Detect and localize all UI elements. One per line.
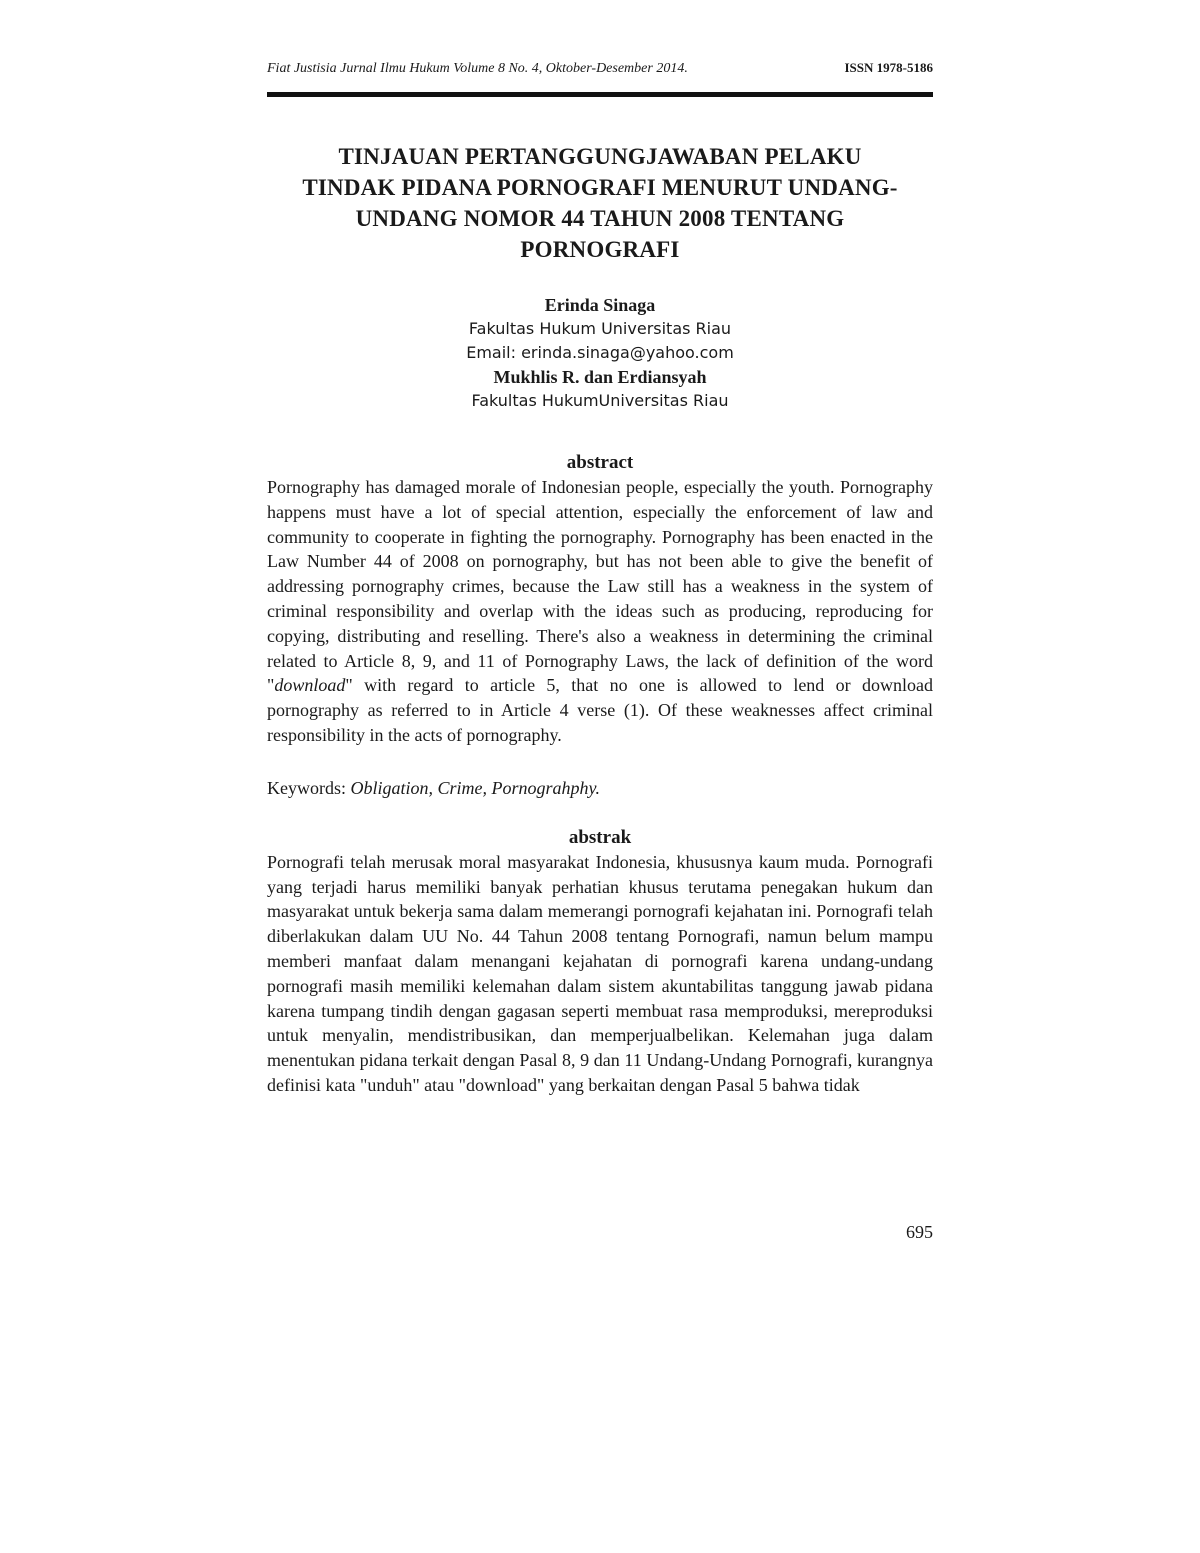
header-rule [267,92,933,97]
author-name: Mukhlis R. dan Erdiansyah [493,367,707,387]
author-affiliation: Fakultas Hukum Universitas Riau [468,319,732,338]
issn-label: ISSN 1978-5186 [844,60,933,75]
author-name: Erinda Sinaga [544,295,656,315]
keywords-values: Obligation, Crime, Pornograhphy. [350,777,601,798]
abstract-heading: abstract [566,452,634,473]
paper-title [267,141,933,265]
keywords-label: Keywords: [267,777,351,798]
abstrak-heading: abstrak [568,826,632,848]
abstract-text: Pornography has damaged morale of Indonesian people, especially the youth. Pornography happens must have a lot of special attention, especially the enforcement of law and community to cooperate in fighting the pornography. Pornography has been enacted in the Law Number 44 of 2008 on pornography, but has not been able to give the benefit of addressing pornography crimes, because the Law still has a weakness in the system of criminal responsibility and overlap with the ideas such as producing, reproducing for copying, distributing and reselling. There's also a weakness in determining the criminal related to Article 8, 9, and 11 of Pornography Laws, the lack of definition of the word " [267,477,933,696]
journal-citation: Fiat Justisia Jurnal Ilmu Hukum Volume 8 No. 4, Oktober-Desember 2014. [267,61,688,76]
author-affiliation: Fakultas HukumUniversitas Riau [471,391,729,410]
title-line: UNDANG NOMOR 44 TAHUN 2008 TENTANG [355,206,845,231]
abstract-english-body [267,475,933,748]
abstract-italic-term: download [274,675,346,696]
title-line: TINJAUAN PERTANGGUNGJAWABAN PELAKU [338,144,862,169]
author-email: Email: erinda.sinaga@yahoo.com [466,343,734,362]
title-line: PORNOGRAFI [520,237,680,262]
page-number: 695 [906,1222,933,1242]
abstract-indonesian-body: Pornografi telah merusak moral masyarakat Indonesia, khususnya kaum muda. Pornografi yang terjadi harus memiliki banyak perhatian khusus terutama penegakan hukum dan masyarakat untuk bekerja sama dalam memerangi pornografi kejahatan ini. Pornografi telah diberlakukan dalam UU No. 44 Tahun 2008 tentang Pornografi, namun belum mampu memberi manfaat dalam menangani kejahatan di pornografi karena undang-undang pornografi masih memiliki kelemahan dalam sistem akuntabilitas tanggung jawab pidana karena tumpang tindih dengan gagasan seperti membuat rasa memproduksi, mereproduksi untuk menyalin, mendistribusikan, dan memperjualbelikan. Kelemahan juga dalam menentukan pidana terkait dengan Pasal 8, 9 dan 11 Undang-Undang Pornografi, kurangnya definisi kata "unduh" atau "download" yang berkaitan dengan Pasal 5 bahwa tidak [267,851,933,1095]
abstract-text: " with regard to article 5, that no one is allowed to lend or download pornography as referred to in Article 4 verse (1). Of these weaknesses affect criminal responsibility in the acts of pornography. [267,675,933,745]
title-line: TINDAK PIDANA PORNOGRAFI MENURUT UNDANG- [302,175,898,200]
running-header [267,60,933,86]
journal-page [267,60,933,1242]
keywords-line [267,776,933,800]
author-block [267,293,933,413]
